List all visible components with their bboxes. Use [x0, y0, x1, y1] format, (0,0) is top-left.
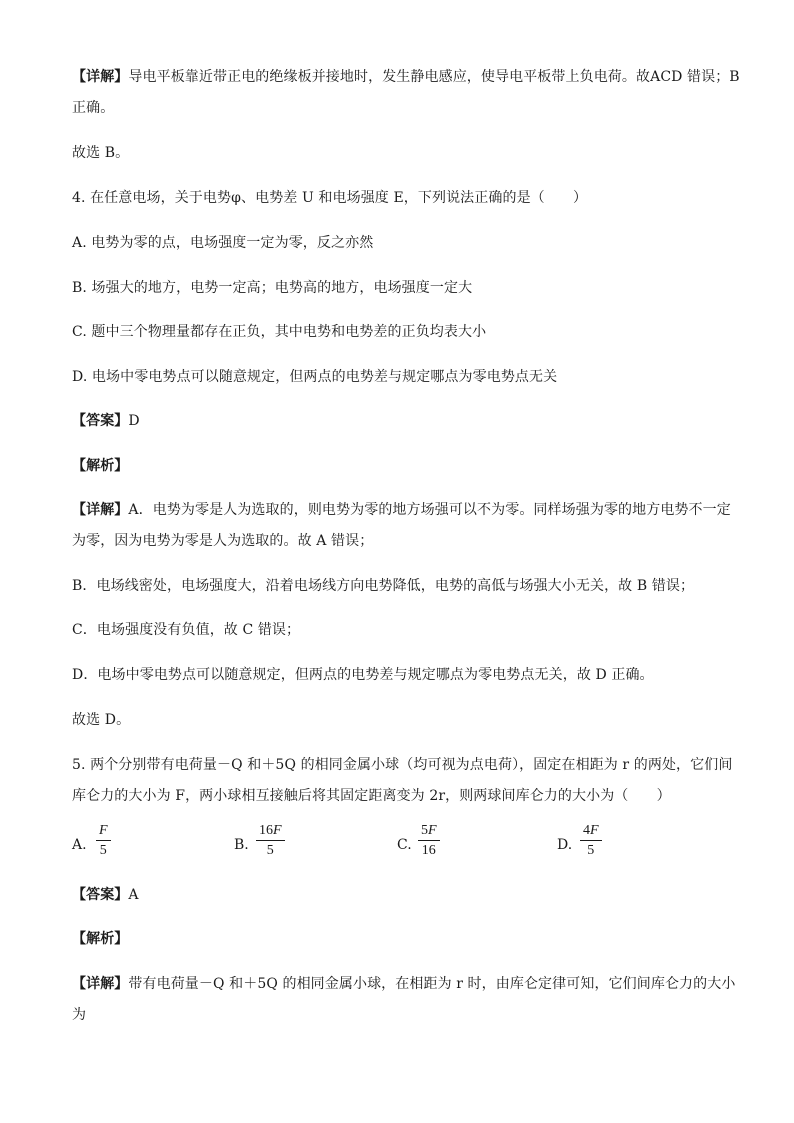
numerator-variable: F — [428, 823, 437, 838]
line-text: 故选 B。 — [72, 145, 130, 161]
text-line-d4a — [72, 500, 732, 520]
numerator-coefficient: 5 — [421, 823, 428, 838]
numerator-coefficient: 4 — [583, 823, 590, 838]
text-line-d5b — [72, 1005, 732, 1025]
text-line-l1 — [72, 67, 740, 87]
option-letter: D. — [557, 837, 573, 853]
question-5-options — [0, 822, 794, 866]
fraction-denominator: 5 — [587, 843, 595, 858]
section-tag: 【解析】 — [72, 458, 129, 474]
line-text: A．电势为零是人为选取的，则电势为零的地方场强可以不为零。同样场强为零的地方电势不一定 — [128, 502, 731, 518]
text-line-q4a — [72, 233, 732, 253]
text-line-q4d — [72, 367, 732, 387]
numerator-variable: F — [99, 823, 108, 838]
text-line-s4 — [72, 710, 732, 730]
line-text: B. 场强大的地方，电势一定高；电势高的地方，电场强度一定大 — [72, 280, 473, 296]
text-line-d5 — [72, 974, 736, 994]
section-tag: 【解析】 — [72, 931, 129, 947]
text-line-d4d — [72, 665, 732, 685]
line-text: D — [128, 413, 140, 429]
option-d — [0, 822, 794, 866]
numerator-variable: F — [273, 823, 282, 838]
line-text: 库仑力的大小为 F，两小球相互接触后将其固定距离变为 2r，则两球间库仑力的大小为（ ） — [72, 788, 671, 804]
text-line-q4 — [72, 188, 732, 208]
text-line-j5 — [72, 929, 732, 949]
section-tag: 【详解】 — [72, 69, 129, 85]
text-line-j4 — [72, 456, 732, 476]
fraction-denominator: 5 — [266, 843, 274, 858]
line-text: 正确。 — [72, 100, 115, 116]
section-tag: 【详解】 — [72, 502, 129, 518]
fraction-denominator: 5 — [99, 843, 107, 858]
line-text: C. 题中三个物理量都存在正负，其中电势和电势差的正负均表大小 — [72, 324, 487, 340]
option-letter: B. — [234, 837, 249, 853]
section-tag: 【答案】 — [72, 887, 129, 903]
section-tag: 【答案】 — [72, 413, 129, 429]
fraction-denominator: 16 — [421, 843, 436, 858]
line-text: 为 — [72, 1007, 87, 1023]
line-text: 为零，因为电势为零是人为选取的。故 A 错误； — [72, 533, 374, 549]
option-letter: C. — [397, 837, 412, 853]
text-line-a4 — [72, 411, 732, 431]
numerator-variable: F — [590, 823, 599, 838]
line-text: A. 电势为零的点，电场强度一定为零，反之亦然 — [72, 235, 374, 251]
line-text: A — [128, 887, 139, 903]
line-text: D．电场中零电势点可以随意规定，但两点的电势差与规定哪点为零电势点无关，故 D 正确。 — [72, 667, 654, 683]
fraction — [580, 822, 602, 861]
line-text: D. 电场中零电势点可以随意规定，但两点的电势差与规定哪点为零电势点无关 — [72, 369, 558, 385]
text-line-d4c — [72, 620, 732, 640]
option-letter: A. — [72, 837, 87, 853]
section-tag: 【详解】 — [72, 976, 129, 992]
text-line-q5b — [72, 786, 732, 806]
text-line-q4c — [72, 322, 732, 342]
line-text: C．电场强度没有负值，故 C 错误； — [72, 622, 301, 638]
line-text: 5. 两个分别带有电荷量－Q 和＋5Q 的相同金属小球（均可视为点电荷），固定在相距为 r 的两处，它们间 — [72, 757, 733, 773]
text-line-q5 — [72, 755, 732, 775]
line-text: 4. 在任意电场，关于电势φ、电势差 U 和电场强度 E，下列说法正确的是（ ） — [72, 190, 588, 206]
text-line-l2 — [72, 98, 732, 118]
text-line-a5 — [72, 885, 732, 905]
line-text: 导电平板靠近带正电的绝缘板并接地时，发生静电感应，使导电平板带上负电荷。故ACD 错误；B — [128, 69, 740, 85]
numerator-coefficient: 16 — [259, 823, 273, 838]
text-line-l3 — [72, 143, 732, 163]
line-text: 故选 D。 — [72, 712, 131, 728]
text-line-d4a2 — [72, 531, 732, 551]
fraction-numerator — [580, 822, 602, 841]
text-line-q4b — [72, 278, 732, 298]
line-text: B．电场线密处，电场强度大，沿着电场线方向电势降低，电势的高低与场强大小无关，故 B 错误； — [72, 578, 695, 594]
line-text: 带有电荷量－Q 和＋5Q 的相同金属小球，在相距为 r 时，由库仑定律可知，它们间库仑力的大小 — [128, 976, 736, 992]
text-line-d4b — [72, 576, 732, 596]
